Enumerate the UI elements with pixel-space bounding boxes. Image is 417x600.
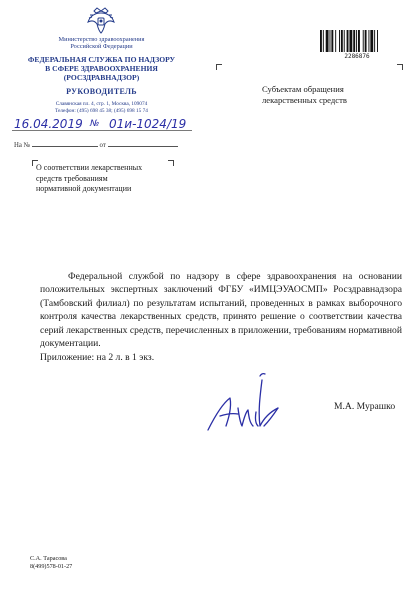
barcode-bar <box>365 30 367 52</box>
addressee <box>262 84 402 106</box>
barcode-bar <box>344 30 345 52</box>
barcode-bar <box>320 30 322 52</box>
emblem-icon <box>86 5 116 35</box>
letter-body: Федеральной службой по надзору в сфере здравоохранения на основании положительных экспертных заключений ФГБУ «ИМЦЭУАОСМП» Росздравнадзора (Тамбовский филиал) по результатам испытаний, проведенных в рамках выборочного контроля качества лекарственных средств, принято решение о соответствии качества серий лекарственных средств, перечисленных в приложении, требованиям нормативной документации. <box>40 271 402 350</box>
registration-underline <box>12 130 192 131</box>
signature <box>198 368 308 438</box>
subject-line-1: О соответствии лекарственных <box>36 163 143 172</box>
barcode-bar <box>347 30 349 52</box>
barcode-bar <box>341 30 343 52</box>
addressee-line-1: Субъектам обращения <box>262 84 344 94</box>
agency-address <box>14 101 189 115</box>
subject-line-2: средств требованиям <box>36 173 108 183</box>
barcode-bar <box>330 30 331 52</box>
signer-name: М.А. Мурашко <box>334 401 396 412</box>
barcode-bar <box>326 30 329 52</box>
agency-line-2: В СФЕРЕ ЗДРАВООХРАНЕНИЯ <box>45 64 158 73</box>
subject-corner-right <box>168 160 174 166</box>
role-title: РУКОВОДИТЕЛЬ <box>66 87 137 96</box>
registration-number-label: № <box>90 119 100 129</box>
barcode-bar <box>370 30 373 52</box>
barcode-bar <box>358 30 360 52</box>
barcode-bar <box>363 30 364 52</box>
reference-number-blank <box>32 139 98 147</box>
subject-line-3: нормативной документации <box>36 184 132 194</box>
agency-line-3: (РОСЗДРАВНАДЗОР) <box>63 73 140 82</box>
executor-info <box>30 555 72 572</box>
reference-date-blank <box>108 139 178 147</box>
addressee-corner-right <box>397 64 403 70</box>
registration-line <box>12 116 192 132</box>
ministry-line-2: Российской Федерации <box>70 43 133 51</box>
registration-number: 01и-1024/19 <box>109 117 187 131</box>
executor-name: С.А. Тарасова <box>30 555 67 562</box>
barcode-bar <box>377 30 378 52</box>
barcode-bar <box>339 30 340 52</box>
address-line-1: Славянская пл. 4, стр. 1, Москва, 109074 <box>55 101 148 107</box>
letter-subject <box>36 163 166 195</box>
addressee-corner-left <box>216 64 222 70</box>
reference-from-label: от <box>99 142 106 149</box>
addressee-line-2: лекарственных средств <box>262 95 347 105</box>
registration-date: 16.04.2019 <box>14 117 83 131</box>
reference-line <box>14 139 192 149</box>
barcode-bar <box>349 30 352 52</box>
address-line-2: Телефон: (495) 698 45 38; (495) 698 15 74 <box>55 107 148 114</box>
agency-line-1: ФЕДЕРАЛЬНАЯ СЛУЖБА ПО НАДЗОРУ <box>27 55 176 64</box>
reference-label: На № <box>14 142 31 149</box>
barcode-bar <box>323 30 324 52</box>
ministry-line-1: Министерство здравоохранения <box>58 36 145 43</box>
barcode-bar <box>356 30 357 52</box>
barcode-bar <box>374 30 375 52</box>
barcode-number: 2286876 <box>344 53 370 60</box>
executor-phone: 8(499)578-01-27 <box>30 563 73 571</box>
barcode <box>320 30 394 52</box>
attachment-note: Приложение: на 2 л. в 1 экз. <box>40 352 155 363</box>
agency-name <box>14 55 189 82</box>
barcode-bar <box>335 30 336 52</box>
barcode-bar <box>331 30 333 52</box>
barcode-bar <box>353 30 355 52</box>
barcode-bar <box>368 30 369 52</box>
ministry-name <box>14 36 189 51</box>
